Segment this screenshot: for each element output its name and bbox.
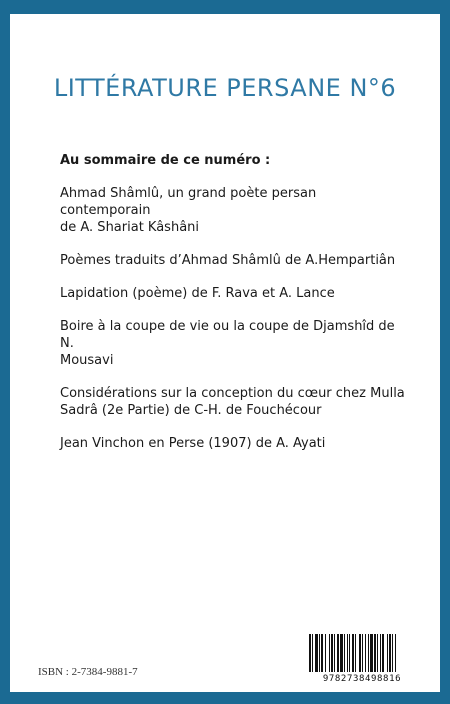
entry-line: de A. Shariat Kâshâni	[60, 220, 200, 235]
barcode-bar	[365, 634, 366, 672]
barcode-bar	[352, 634, 354, 672]
barcode-bar	[389, 634, 391, 672]
barcode-bar	[319, 634, 320, 672]
barcode-bar	[315, 634, 318, 672]
entry-line: Ahmad Shâmlû, un grand poète persan contemporain	[60, 186, 317, 218]
barcode-bar	[370, 634, 373, 672]
entry-line: Jean Vinchon en Perse (1907) de A. Ayati	[60, 436, 326, 451]
barcode-bar	[380, 634, 381, 672]
barcode-bar	[374, 634, 376, 672]
back-cover	[10, 14, 440, 692]
barcode-bar	[337, 634, 339, 672]
barcode-bars	[306, 632, 418, 674]
isbn-text: ISBN : 2-7384-9881-7	[38, 666, 138, 678]
contents-entry	[60, 285, 405, 302]
barcode-bar	[321, 634, 323, 672]
barcode-bar	[387, 634, 388, 672]
barcode-digits: 9782738498816	[322, 674, 402, 684]
barcode-bar	[349, 634, 350, 672]
barcode-bar	[325, 634, 326, 672]
contents-entry	[60, 435, 405, 452]
barcode-bar	[344, 634, 345, 672]
table-of-contents	[60, 152, 405, 468]
barcode-bar	[347, 634, 348, 672]
barcode-bar	[329, 634, 330, 672]
barcode-bar	[334, 634, 335, 672]
barcode-bar	[382, 634, 384, 672]
barcode-bar	[312, 634, 313, 672]
entry-line: Lapidation (poème) de F. Rava et A. Lance	[60, 286, 335, 301]
barcode-bar	[395, 634, 396, 672]
barcode	[306, 632, 418, 690]
barcode-bar	[309, 634, 311, 672]
barcode-bar	[355, 634, 356, 672]
barcode-bar	[340, 634, 343, 672]
contents-entry	[60, 318, 405, 369]
cover-title: LITTÉRATURE PERSANE N°6	[53, 74, 397, 102]
contents-entry	[60, 185, 405, 236]
contents-entry	[60, 252, 405, 269]
barcode-bar	[359, 634, 361, 672]
barcode-bar	[392, 634, 393, 672]
entry-line: Boire à la coupe de vie ou la coupe de Djamshîd de N.	[60, 319, 395, 351]
contents-heading: Au sommaire de ce numéro :	[60, 153, 271, 168]
barcode-bar	[362, 634, 363, 672]
barcode-bar	[368, 634, 369, 672]
entry-line: Poèmes traduits d’Ahmad Shâmlû de A.Hempartiân	[60, 253, 396, 268]
barcode-bar	[377, 634, 378, 672]
entry-line: Mousavi	[60, 353, 114, 368]
barcode-bar	[331, 634, 333, 672]
entry-line: Sadrâ (2e Partie) de C-H. de Fouchécour	[60, 403, 322, 418]
contents-entry	[60, 385, 405, 419]
entry-line: Considérations sur la conception du cœur chez Mulla	[60, 386, 405, 401]
